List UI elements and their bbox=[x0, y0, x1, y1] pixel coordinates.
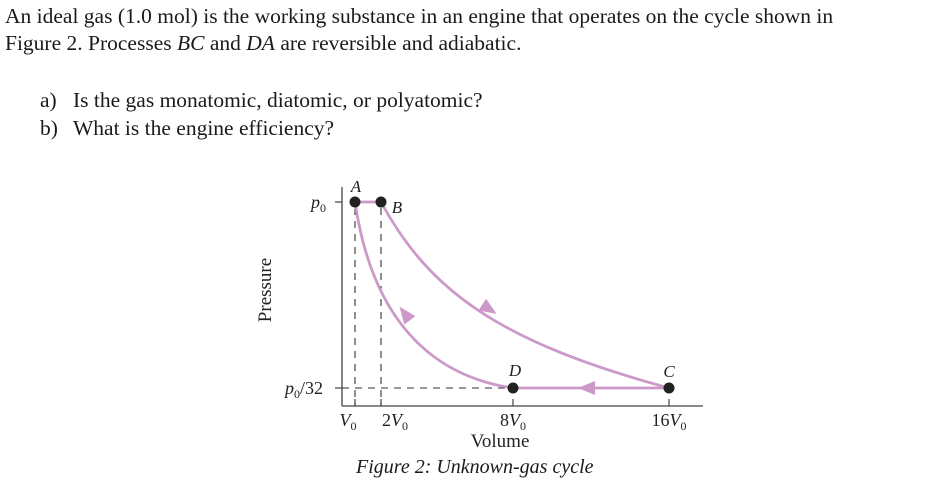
arrow-cd bbox=[578, 381, 595, 395]
ticks bbox=[335, 202, 669, 406]
process-da: DA bbox=[246, 31, 275, 55]
text-labels bbox=[255, 177, 687, 452]
point-d bbox=[508, 383, 519, 394]
question-marker: a) bbox=[40, 88, 57, 112]
y-tick-label-p0-32: $p_0/32$ bbox=[284, 378, 323, 401]
direction-arrows bbox=[394, 299, 595, 395]
point-a bbox=[350, 197, 361, 208]
question-marker: b) bbox=[40, 116, 58, 140]
label-b: B bbox=[391, 198, 403, 217]
x-tick-label-16v0: $16V_0$ bbox=[651, 410, 687, 433]
label-a: A bbox=[350, 177, 362, 196]
question-text: Is the gas monatomic, diatomic, or polyatomic? bbox=[73, 88, 483, 112]
x-tick-label-8v0: $8V_0$ bbox=[500, 410, 526, 433]
process-bc: BC bbox=[176, 31, 205, 55]
label-d: D bbox=[508, 361, 522, 380]
point-b bbox=[376, 197, 387, 208]
arrow-da bbox=[394, 303, 415, 325]
arrowhead bbox=[578, 381, 595, 395]
y-axis-label: Pressure bbox=[255, 257, 276, 323]
x-tick-label-2v0: $2V_0$ bbox=[382, 410, 408, 433]
y-tick-label-p0: $p_0$ bbox=[311, 192, 326, 215]
axes bbox=[342, 187, 703, 406]
arrowhead bbox=[394, 303, 415, 325]
problem-line-2: Figure 2. Processes BC and DA are reversible and adiabatic. bbox=[5, 31, 522, 55]
label-c: C bbox=[663, 362, 675, 381]
process-bc bbox=[381, 202, 669, 388]
figure-caption: Figure 2: Unknown-gas cycle bbox=[356, 456, 594, 478]
point-c bbox=[664, 383, 675, 394]
question-text: What is the engine efficiency? bbox=[73, 116, 335, 140]
problem-line-1: An ideal gas (1.0 mol) is the working substance in an engine that operates on the cycle shown in bbox=[5, 4, 834, 28]
x-axis-label: Volume bbox=[470, 431, 530, 452]
process-da bbox=[355, 202, 513, 388]
x-tick-label-v0: $V_0$ bbox=[339, 410, 357, 433]
